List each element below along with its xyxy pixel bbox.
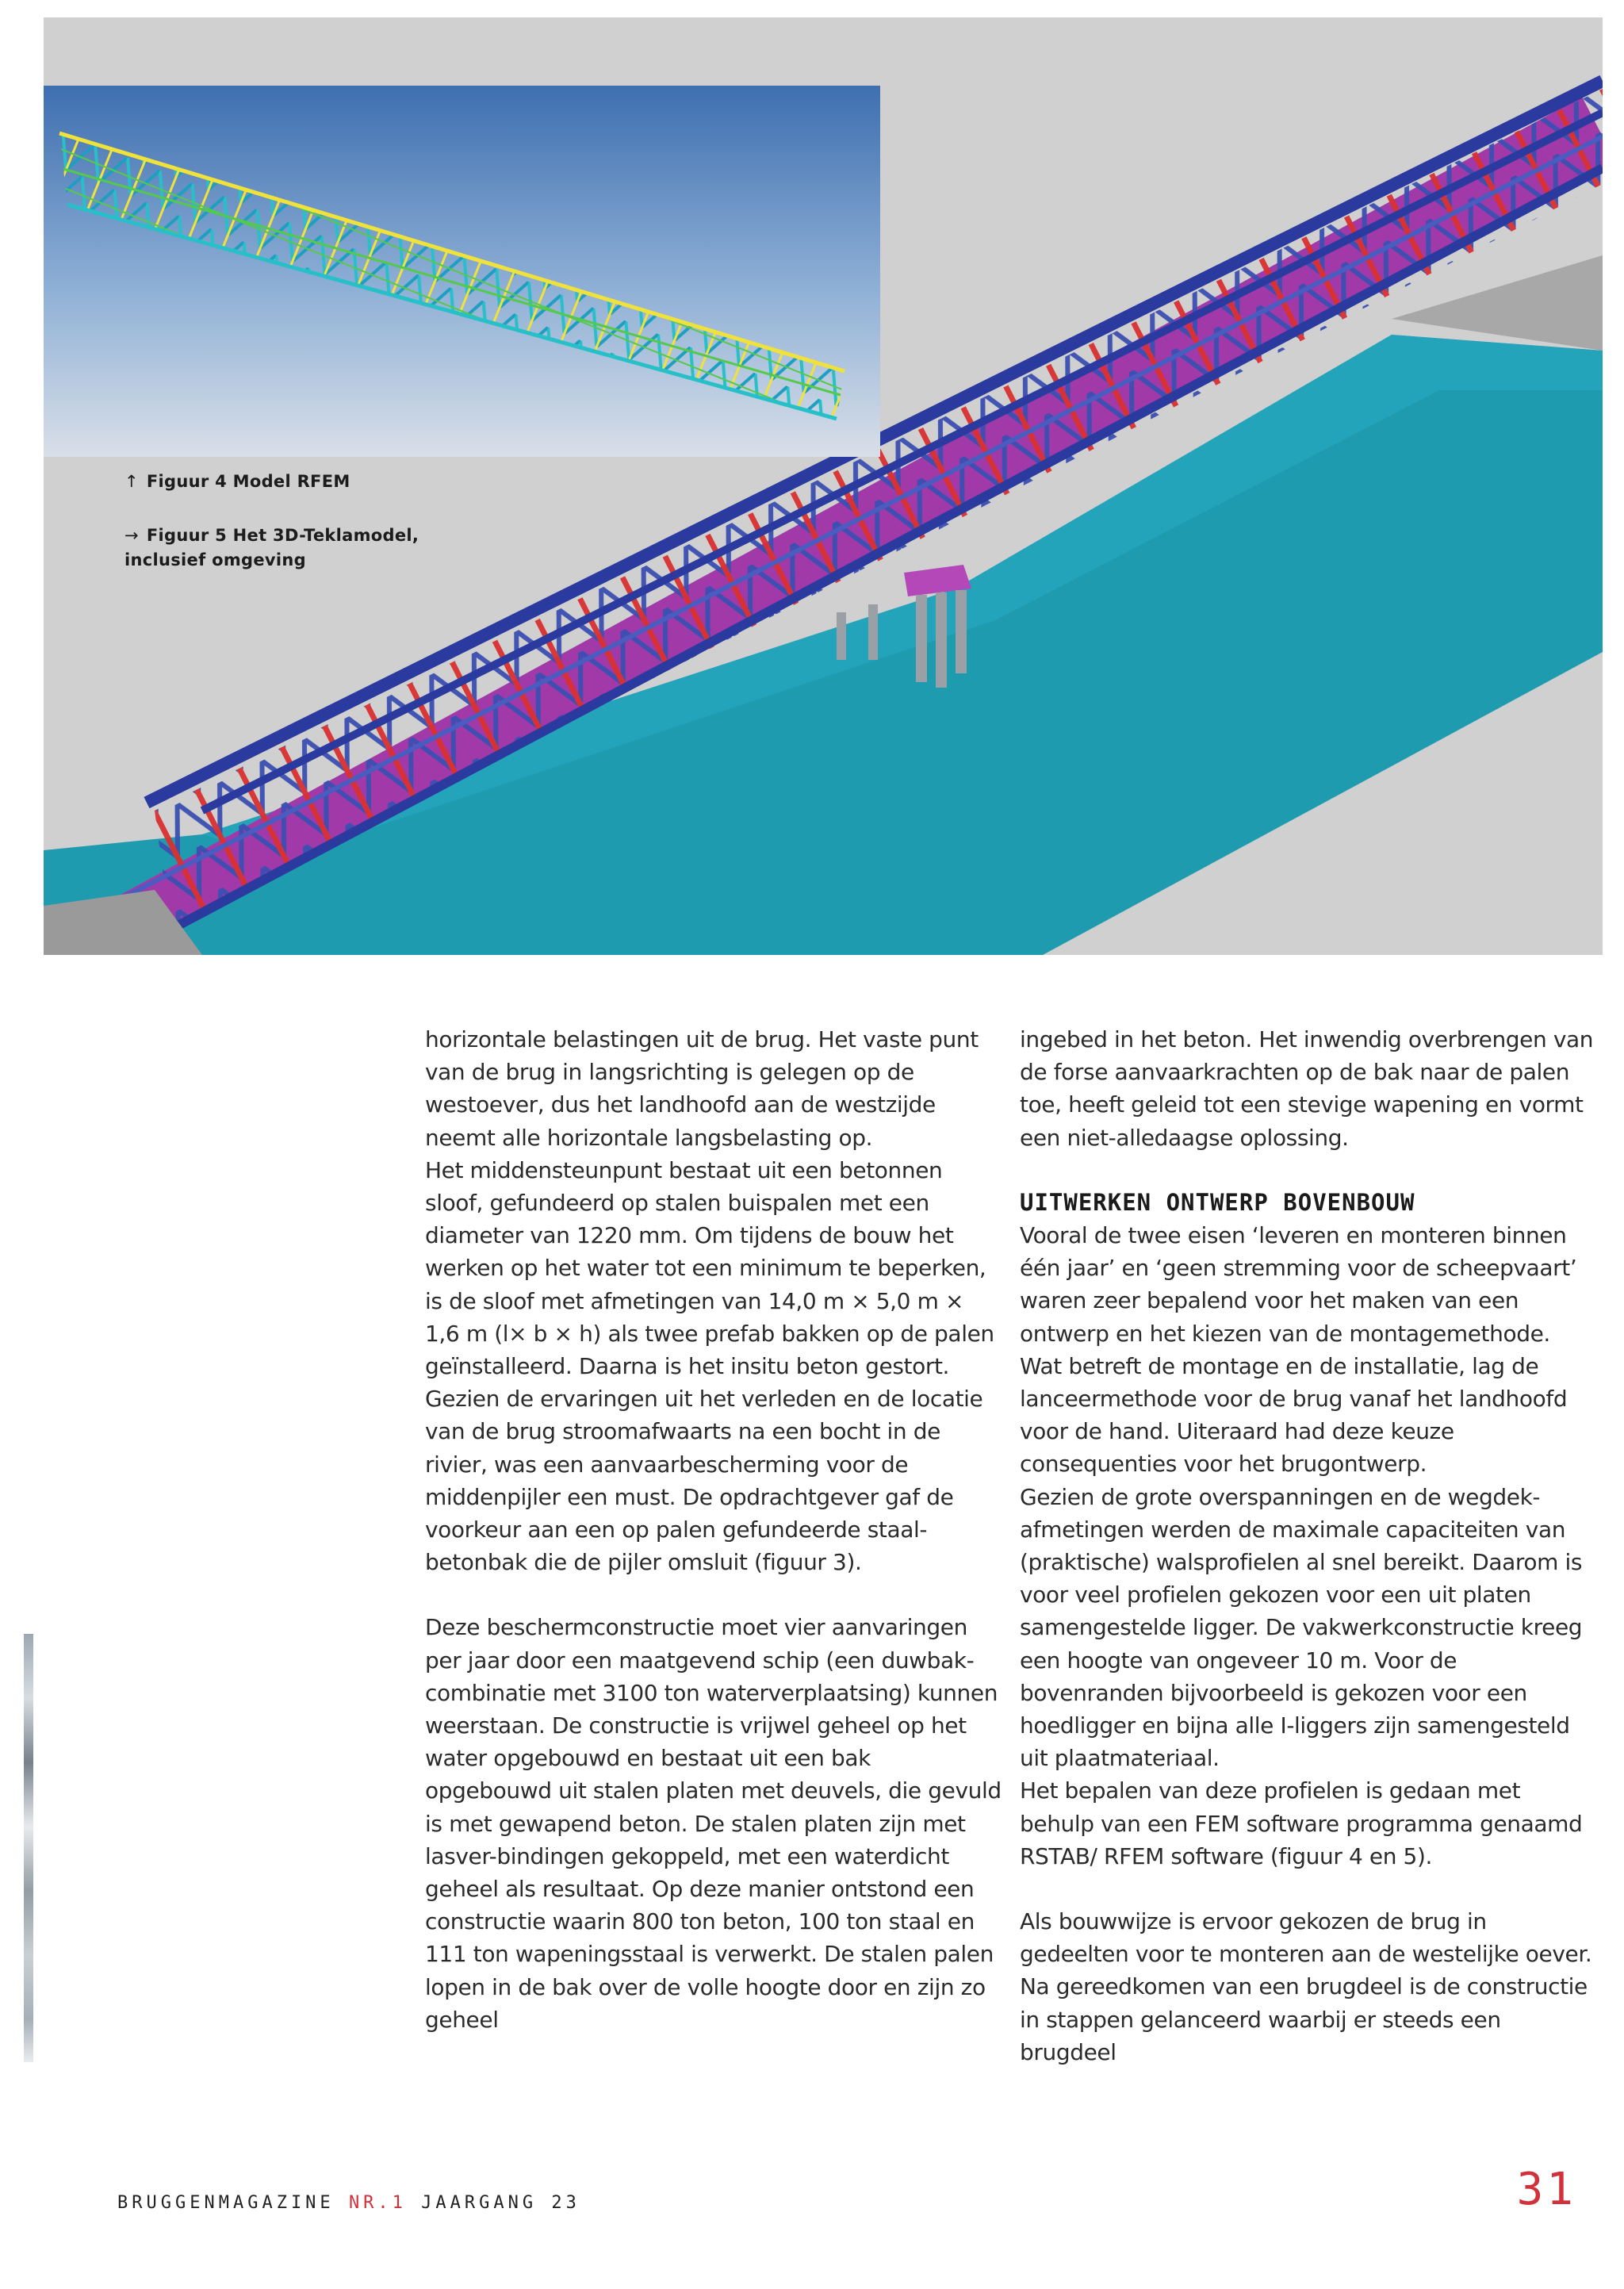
figure-5-caption-line-2: inclusief omgeving <box>124 550 306 569</box>
paragraph: Vooral de twee eisen ‘leveren en monteren binnen één jaar’ en ‘geen stremming voor de scheepvaart’ waren zeer bepalend voor het maken van een ontwerp en het kiezen van de montagemethode. <box>1020 1222 1577 1347</box>
magazine-name: BRUGGENMAGAZINE <box>117 2193 335 2213</box>
page-edge-strip <box>24 1634 33 2062</box>
arrow-up-icon: ↑ <box>124 472 139 491</box>
paragraph: Als bouwwijze is ervoor gekozen de brug in gedeelten voor te monteren aan de westelijke oever. Na gereedkomen van een brugdeel is de constructie in stappen gelanceerd waarbij er steeds een brugdeel <box>1020 1908 1592 2065</box>
paragraph: horizontale belastingen uit de brug. Het vaste punt van de brug in langsrichting is gelegen op de westoever, dus het landhoofd aan de westzijde neemt alle horizontale langsbelasting op. <box>425 1026 979 1151</box>
figure-5-caption <box>124 523 419 573</box>
section-heading: UITWERKEN ONTWERP BOVENBOUW <box>1020 1188 1415 1216</box>
rfem-model-render <box>44 86 880 457</box>
issue-number: NR.1 <box>348 2193 407 2213</box>
paragraph: Gezien de grote overspanningen en de wegdek-afmetingen werden de maximale capaciteiten van (praktische) walsprofielen al snel bereikt. Daarom is voor veel profielen gekozen voor een uit platen samengestelde ligger. De vakwerkconstructie kreeg een hoogte van ongeveer 10 m. Voor de bovenranden bijvoorbeeld is gekozen voor een hoedligger en bijna alle I-liggers zijn samengesteld uit plaatmateriaal. <box>1020 1483 1583 1772</box>
footer <box>117 2193 580 2213</box>
right-column <box>1020 1023 1599 2069</box>
page-number: 31 <box>1516 2164 1576 2215</box>
paragraph: Het bepalen van deze profielen is gedaan met behulp van een FEM software programma genaamd RSTAB/ RFEM software (figuur 4 en 5). <box>1020 1777 1583 1869</box>
paragraph: ingebed in het beton. Het inwendig overbrengen van de forse aanvaarkrachten op de bak naar de palen toe, heeft geleid tot een stevige wapening en vormt een niet-alledaagse oplossing. <box>1020 1026 1594 1151</box>
figure-4-caption <box>124 470 350 494</box>
figure-5-caption-line-1: Figuur 5 Het 3D-Teklamodel, <box>146 526 419 545</box>
figure-4-rfem-model <box>44 86 880 457</box>
figure-4-caption-text: Figuur 4 Model RFEM <box>146 472 350 491</box>
paragraph: Het middensteunpunt bestaat uit een betonnen sloof, gefundeerd op stalen buispalen met een diameter van 1220 mm. Om tijdens de bouw het werken op het water tot een minimum te beperken, is de sloof met afmetingen van 14,0 m × 5,0 m × 1,6 m (l× b × h) als twee prefab bakken op de palen geïnstalleerd. Daarna is het insitu beton gestort. <box>425 1156 994 1380</box>
volume: JAARGANG 23 <box>421 2193 580 2213</box>
paragraph: Deze beschermconstructie moet vier aanvaringen per jaar door een maatgevend schip (een duwbak-combinatie met 3100 ton waterverplaatsing) kunnen weerstaan. De constructie is vrijwel geheel op het water opgebouwd en bestaat uit een bak opgebouwd uit stalen platen met deuvels, die gevuld is met gewapend beton. De stalen platen zijn met lasver-bindingen gekoppeld, met een waterdicht geheel als resultaat. Op deze manier ontstond een constructie waarin 800 ton beton, 100 ton staal en 111 ton wapeningsstaal is verwerkt. De stalen palen lopen in de bak over de volle hoogte door en zijn zo geheel <box>425 1614 1002 2033</box>
arrow-right-icon: → <box>124 526 139 545</box>
paragraph: Gezien de ervaringen uit het verleden en de locatie van de brug stroomafwaarts na een bocht in de rivier, was een aanvaarbescherming voor de middenpijler een must. De opdrachtgever gaf de voorkeur aan een op palen gefundeerde staal-betonbak die de pijler omsluit (figuur 3). <box>425 1386 983 1576</box>
left-column <box>425 1023 1004 2036</box>
paragraph: Wat betreft de montage en de installatie, lag de lanceermethode voor de brug vanaf het landhoofd voor de hand. Uiteraard had deze keuze consequenties voor het brugontwerp. <box>1020 1352 1568 1478</box>
